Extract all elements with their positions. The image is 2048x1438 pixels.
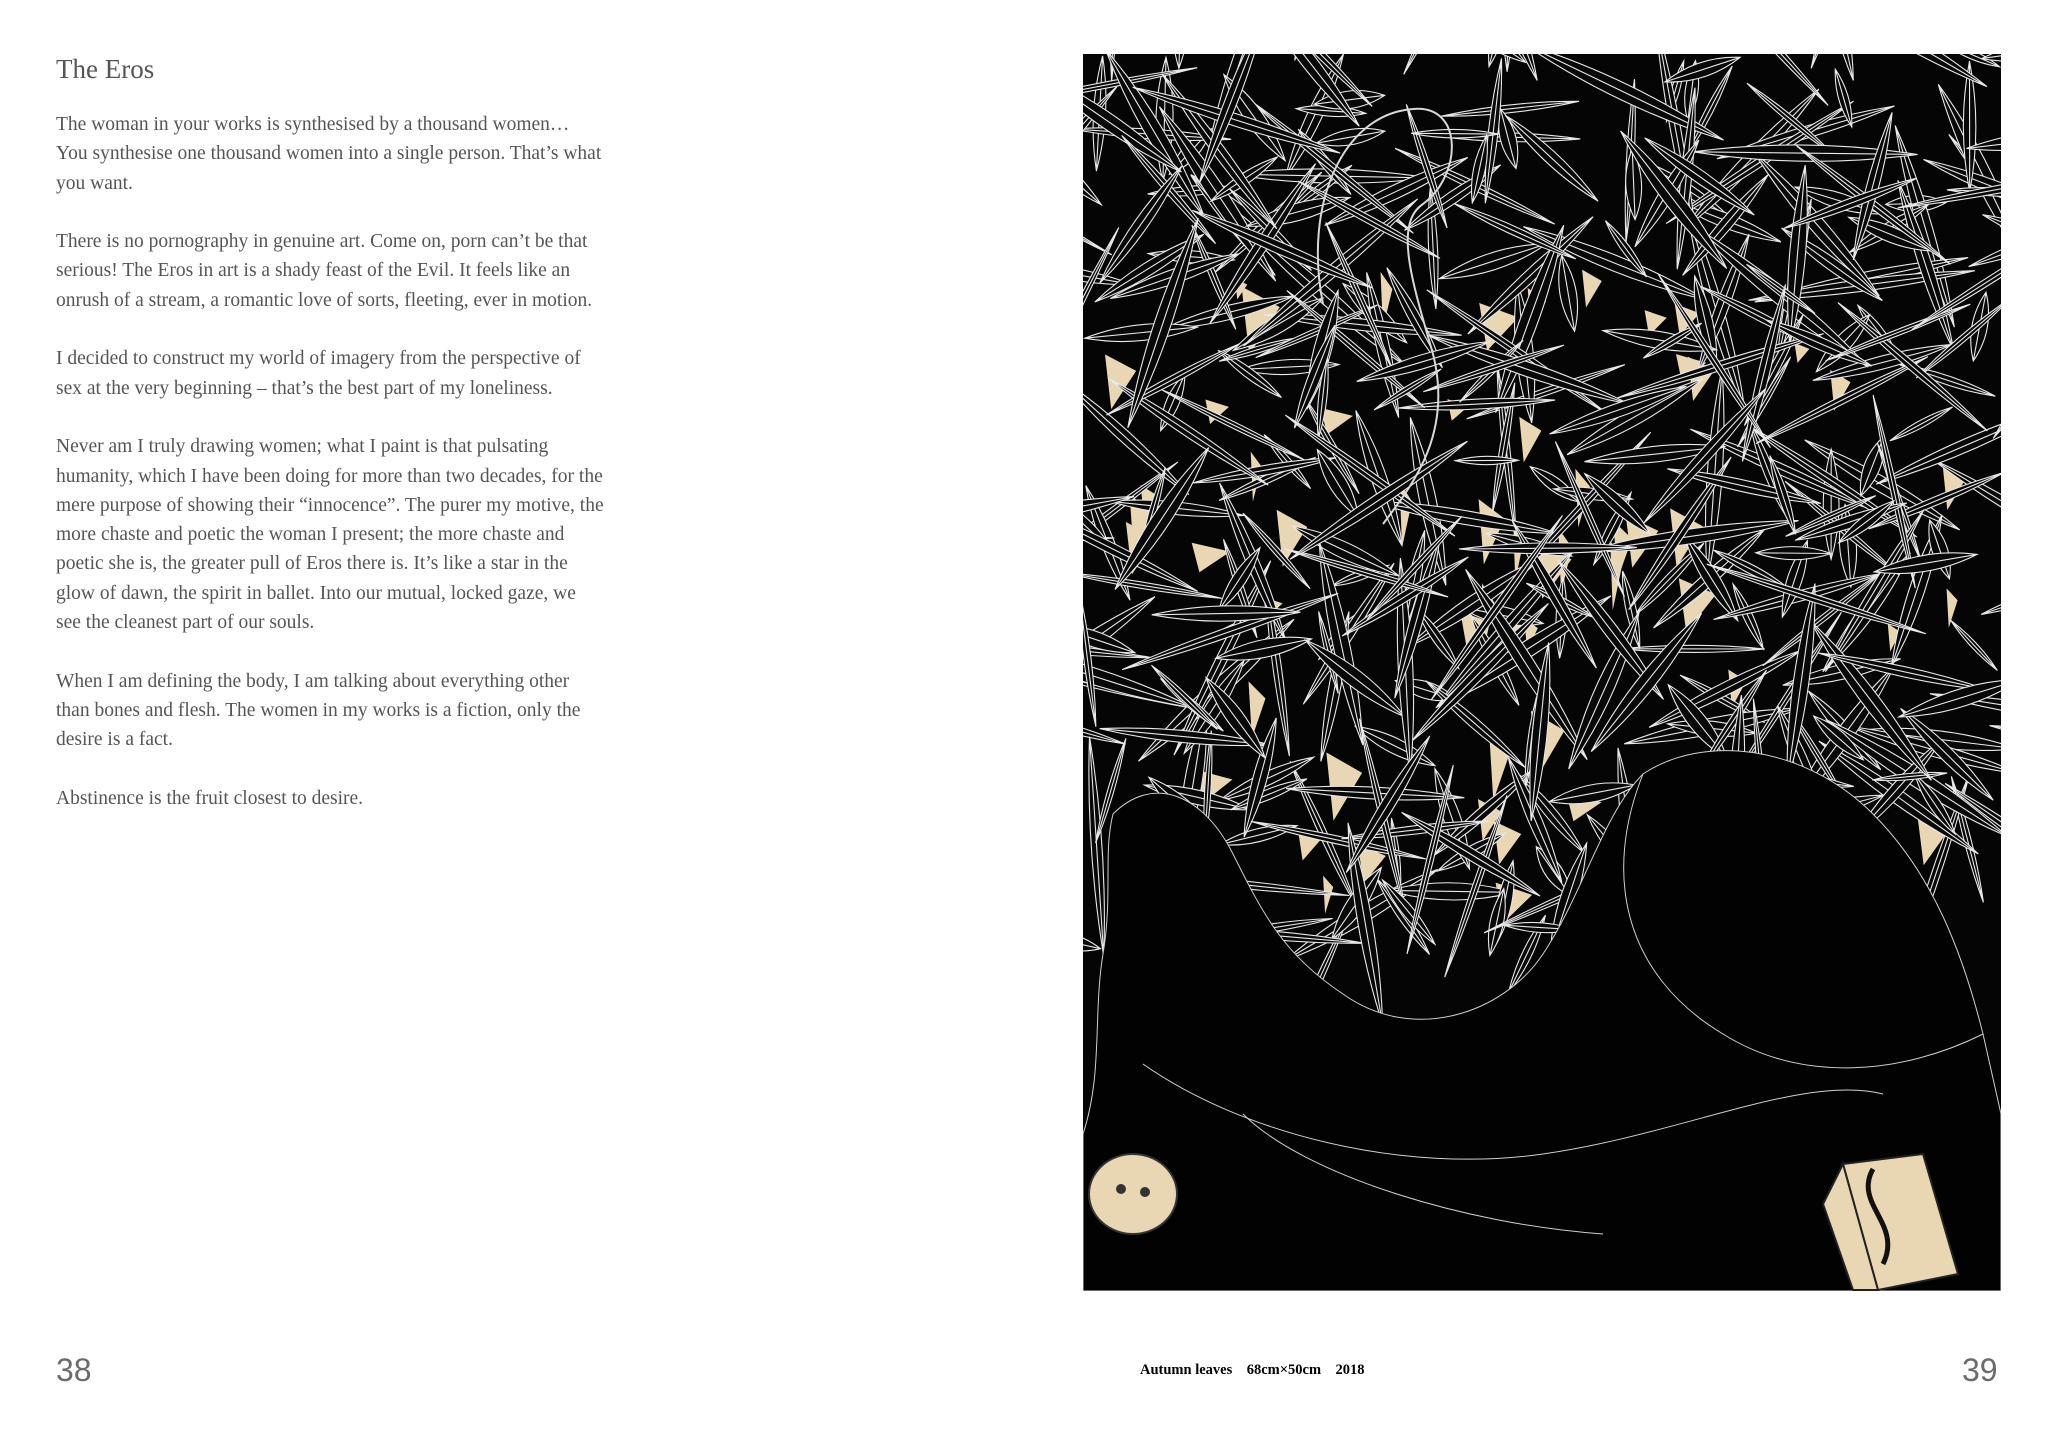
section-title: The Eros — [56, 54, 155, 84]
caption-title: Autumn leaves — [1140, 1362, 1233, 1378]
paragraph: The woman in your works is synthesised by a thousand women… You synthesise one thousand women into a single person. That’s what you want. — [56, 114, 602, 194]
artwork-caption — [1140, 1362, 1365, 1379]
artwork-image — [1083, 54, 2001, 1291]
paragraph: Abstinence is the fruit closest to desire. — [56, 787, 364, 809]
paragraph: Never am I truly drawing women; what I paint is that pulsating humanity, which I have been doing for more than two decades, for the mere purpose of showing their “innocence”. The purer my motive, the more chaste and poetic the woman I present; the more chaste and poetic she is, the greater pull of Eros there is. It’s like a star in the glow of dawn, the spirit in ballet. Into our mutual, locked gaze, we see the cleanest part of our souls. — [56, 436, 604, 634]
paragraph: There is no pornography in genuine art. Come on, porn can’t be that serious! The Eros in art is a shady feast of the Evil. It feels like an onrush of a stream, a romantic love of sorts, fleeting, ever in motion. — [56, 231, 593, 311]
paragraph: I decided to construct my world of imagery from the perspective of sex at the very beginning – that’s the best part of my loneliness. — [56, 348, 581, 399]
caption-size: 68cm×50cm — [1246, 1362, 1322, 1378]
body-text — [56, 110, 604, 842]
page-number-right: 39 — [1962, 1352, 1998, 1388]
page-number-left: 38 — [56, 1352, 92, 1388]
caption-year: 2018 — [1335, 1362, 1365, 1378]
paragraph: When I am defining the body, I am talking about everything other than bones and flesh. The women in my works is a fiction, only the desire is a fact. — [56, 670, 581, 751]
